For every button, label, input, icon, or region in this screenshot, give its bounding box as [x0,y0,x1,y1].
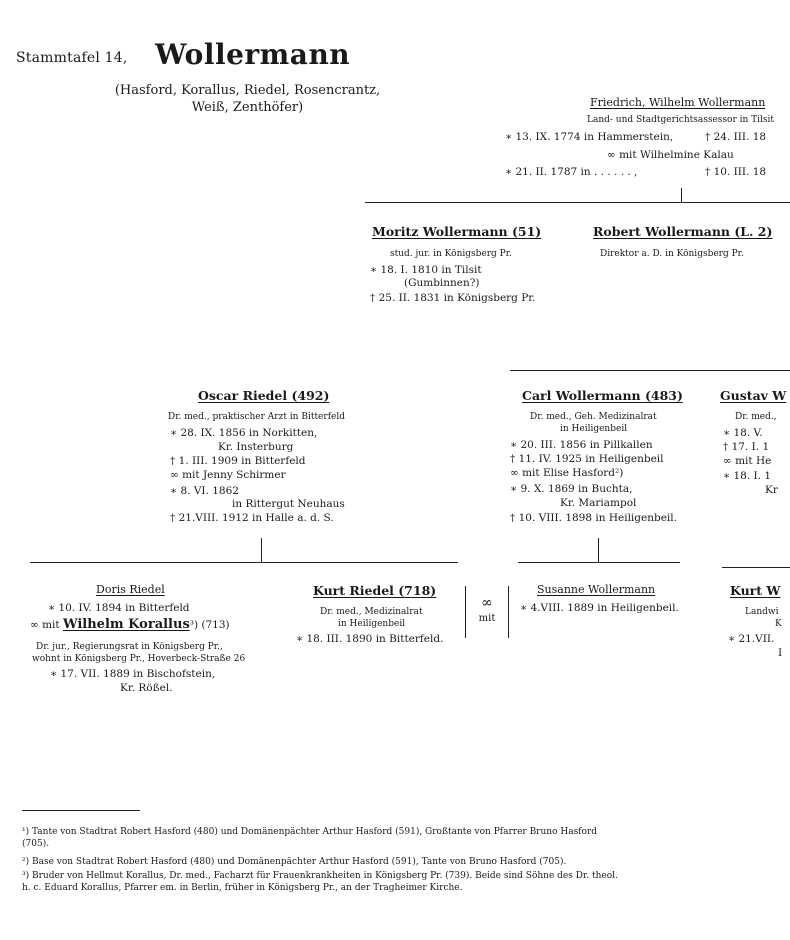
gustav-title: Dr. med., [735,412,777,422]
footnote-2: ²) Base von Stadtrat Robert Hasford (480) und Domänenpächter Arthur Hasford (591), Tante von Bruno Hasford (705). [22,857,567,867]
kurt-w-extra: I [778,647,783,659]
robert-name: Robert Wollermann (L. 2) [593,224,773,239]
oscar-spouse-born-place: in Rittergut Neuhaus [232,498,345,510]
connector-line [681,188,682,202]
marriage-symbol: ∞ [481,595,493,611]
connector-line [30,562,458,563]
doris-spouse-name: Wilhelm Korallus [62,617,190,632]
stammtafel-label: Stammtafel 14, [16,50,128,66]
oscar-title: Dr. med., praktischer Arzt in Bitterfeld [168,412,345,422]
moritz-title: stud. jur. in Königsberg Pr. [390,249,512,259]
page-title: Wollermann [155,38,351,71]
marriage-word: mit [478,613,496,624]
kurt-riedel-born: ∗ 18. III. 1890 in Bitterfeld. [296,633,444,645]
connector-line [261,538,262,562]
oscar-spouse-died: † 21.VIII. 1912 in Halle a. d. S. [170,512,334,524]
friedrich-born: ∗ 13. IX. 1774 in Hammerstein, [505,131,674,143]
kurt-riedel-title-place: in Heiligenbeil [338,619,406,629]
moritz-born: ∗ 18. I. 1810 in Tilsit [370,264,482,276]
carl-spouse-born-place: Kr. Mariampol [560,497,637,509]
gustav-spouse-born: ∗ 18. I. 1 [723,470,772,482]
oscar-died: † 1. III. 1909 in Bitterfeld [170,455,306,467]
gustav-spouse-place: Kr [765,484,778,496]
kurt-w-title-2: K [775,619,782,629]
kurt-riedel-name: Kurt Riedel (718) [313,583,437,598]
carl-died: † 11. IV. 1925 in Heiligenbeil [510,453,664,465]
bracket-right [508,586,509,638]
doris-spouse-title: Dr. jur., Regierungsrat in Königsberg Pr., [36,642,223,652]
doris-spouse-born-place: Kr. Rößel. [120,682,173,694]
gustav-name: Gustav W [720,388,787,403]
carl-spouse-died: † 10. VIII. 1898 in Heiligenbeil. [510,512,677,524]
connector-line [365,202,790,203]
friedrich-title: Land- und Stadtgerichtsassessor in Tilsit [587,115,775,125]
friedrich-spouse-born: ∗ 21. II. 1787 in . . . . . . , [505,166,638,178]
moritz-born-place: (Gumbinnen?) [404,277,480,289]
susanne-born: ∗ 4.VIII. 1889 in Heiligenbeil. [520,602,679,614]
moritz-died: † 25. II. 1831 in Königsberg Pr. [370,292,536,304]
connector-line [598,538,599,562]
carl-title-place: in Heiligenbeil [560,424,628,434]
kurt-w-title: Landwi [745,607,779,617]
gustav-died: † 17. I. 1 [723,441,770,453]
doris-spouse-address: wohnt in Königsberg Pr., Hoverbeck-Straße 26 [32,654,246,664]
oscar-spouse-born: ∗ 8. VI. 1862 [170,485,239,497]
oscar-born: ∗ 28. IX. 1856 in Norkitten, [170,427,318,439]
doris-spouse-born: ∗ 17. VII. 1889 in Bischofstein, [50,668,216,680]
friedrich-name: Friedrich, Wilhelm Wollermann [590,96,766,109]
robert-title: Direktor a. D. in Königsberg Pr. [600,249,744,259]
doris-married: ∞ mit Wilhelm Korallus³) (713) [30,617,230,632]
moritz-name: Moritz Wollermann (51) [372,224,542,239]
kurt-w-born: ∗ 21.VII. [728,633,775,645]
kurt-w-name: Kurt W [730,583,781,598]
kurt-riedel-title: Dr. med., Medizinalrat [320,607,423,617]
gustav-married: ∞ mit He [723,455,772,467]
connector-line [510,370,790,371]
oscar-born-place: Kr. Insterburg [218,441,294,453]
connector-line [518,562,680,563]
footnote-1: ¹) Tante von Stadtrat Robert Hasford (480) und Domänenpächter Arthur Hasford (591), Großtante von Pfarrer Bruno Hasford (705). [22,827,597,849]
gustav-born: ∗ 18. V. [723,427,763,439]
doris-name: Doris Riedel [96,583,165,596]
doris-born: ∗ 10. IV. 1894 in Bitterfeld [48,602,190,614]
friedrich-died: † 24. III. 18 [705,131,767,143]
oscar-married: ∞ mit Jenny Schirmer [170,469,286,481]
friedrich-married: ∞ mit Wilhelmine Kalau [607,149,734,161]
carl-name: Carl Wollermann (483) [522,388,683,403]
susanne-name: Susanne Wollermann [537,583,656,596]
carl-born: ∗ 20. III. 1856 in Pillkallen [510,439,653,451]
carl-title: Dr. med., Geh. Medizinalrat [530,412,657,422]
connector-line [722,567,790,568]
carl-married: ∞ mit Elise Hasford²) [510,467,624,479]
friedrich-spouse-died: † 10. III. 18 [705,166,767,178]
footnote-3: ³) Bruder von Hellmut Korallus, Dr. med., Facharzt für Frauenkrankheiten in Königsberg Pr. (739). Beide sind Söhne des Dr. theol. h. c. Eduard Korallus, Pfarrer em. in Berlin, früher in Königsberg Pr., an der Tragheimer Kirche. [22,871,618,893]
related-families: (Hasford, Korallus, Riedel, Rosencrantz, Weiß, Zenthöfer) [114,83,381,115]
bracket-left [465,586,466,638]
footnote-divider [22,810,140,811]
oscar-name: Oscar Riedel (492) [198,388,330,403]
carl-spouse-born: ∗ 9. X. 1869 in Buchta, [510,483,633,495]
